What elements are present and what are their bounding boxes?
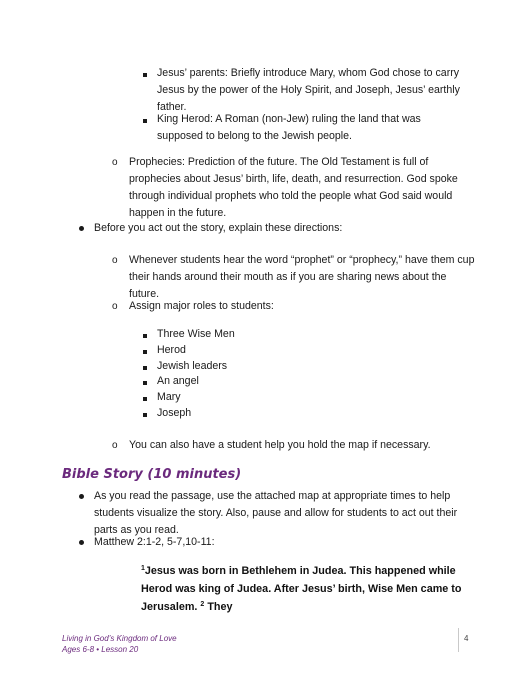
dot-bullet-icon bbox=[79, 540, 84, 545]
square-bullet-icon bbox=[143, 397, 147, 401]
list-item-prophet-gesture: Whenever students hear the word “prophet” or “prophecy,” have them cup their hands around their mouth as if you are sharing news about the future. bbox=[129, 254, 475, 300]
role-item: Jewish leaders bbox=[157, 360, 228, 372]
page-footer bbox=[62, 633, 177, 655]
scripture-passage bbox=[141, 562, 481, 616]
square-bullet-icon bbox=[143, 381, 147, 385]
page-number: 4 bbox=[464, 634, 469, 643]
circle-bullet-icon: o bbox=[112, 157, 118, 168]
role-item: An angel bbox=[157, 375, 199, 387]
verse-number: 1 bbox=[141, 565, 145, 572]
role-item: Herod bbox=[157, 344, 186, 356]
list-item-prophecies: Prophecies: Prediction of the future. The Old Testament is full of prophecies about Jesus’ birth, life, death, and resurrection. God spoke through individual prophets who told the people what God said would happen in the future. bbox=[129, 156, 458, 219]
list-item-assign-roles: Assign major roles to students: bbox=[129, 300, 274, 312]
role-item: Joseph bbox=[157, 407, 192, 419]
section-heading: Bible Story (10 minutes) bbox=[62, 467, 242, 482]
square-bullet-icon bbox=[143, 73, 147, 77]
role-item: Mary bbox=[157, 391, 181, 403]
verse-number: 2 bbox=[200, 601, 205, 608]
list-item-king-herod: King Herod: A Roman (non-Jew) ruling the land that was supposed to belong to the Jewish people. bbox=[157, 113, 421, 142]
square-bullet-icon bbox=[143, 334, 147, 338]
list-item-read-passage: As you read the passage, use the attached map at appropriate times to help students visualize the story. Also, pause and allow for students to act out their parts as you read. bbox=[94, 490, 458, 536]
circle-bullet-icon: o bbox=[112, 255, 118, 266]
list-item-directions: Before you act out the story, explain these directions: bbox=[94, 222, 343, 234]
footer-curriculum-title: Living in God’s Kingdom of Love bbox=[62, 634, 177, 643]
scripture-reference: Matthew 2:1-2, 5-7,10-11: bbox=[94, 536, 215, 548]
circle-bullet-icon: o bbox=[112, 301, 118, 312]
list-item-map-helper: You can also have a student help you hold the map if necessary. bbox=[129, 439, 431, 451]
verse-text: Jesus was born in Bethlehem in Judea. This happened while Herod was king of Judea. After Jesus’ birth, Wise Men came to Jerusalem. bbox=[141, 565, 462, 613]
verse-text: They bbox=[207, 601, 233, 613]
square-bullet-icon bbox=[143, 366, 147, 370]
dot-bullet-icon bbox=[79, 494, 84, 499]
circle-bullet-icon: o bbox=[112, 440, 118, 451]
dot-bullet-icon bbox=[79, 226, 84, 231]
role-item: Three Wise Men bbox=[157, 328, 235, 340]
square-bullet-icon bbox=[143, 413, 147, 417]
square-bullet-icon bbox=[143, 350, 147, 354]
footer-lesson-info: Ages 6-8 • Lesson 20 bbox=[62, 645, 139, 654]
list-item-jesus-parents: Jesus’ parents: Briefly introduce Mary, whom God chose to carry Jesus by the power of the Holy Spirit, and Joseph, Jesus’ earthly father. bbox=[157, 67, 460, 113]
footer-divider bbox=[458, 628, 459, 652]
square-bullet-icon bbox=[143, 119, 147, 123]
